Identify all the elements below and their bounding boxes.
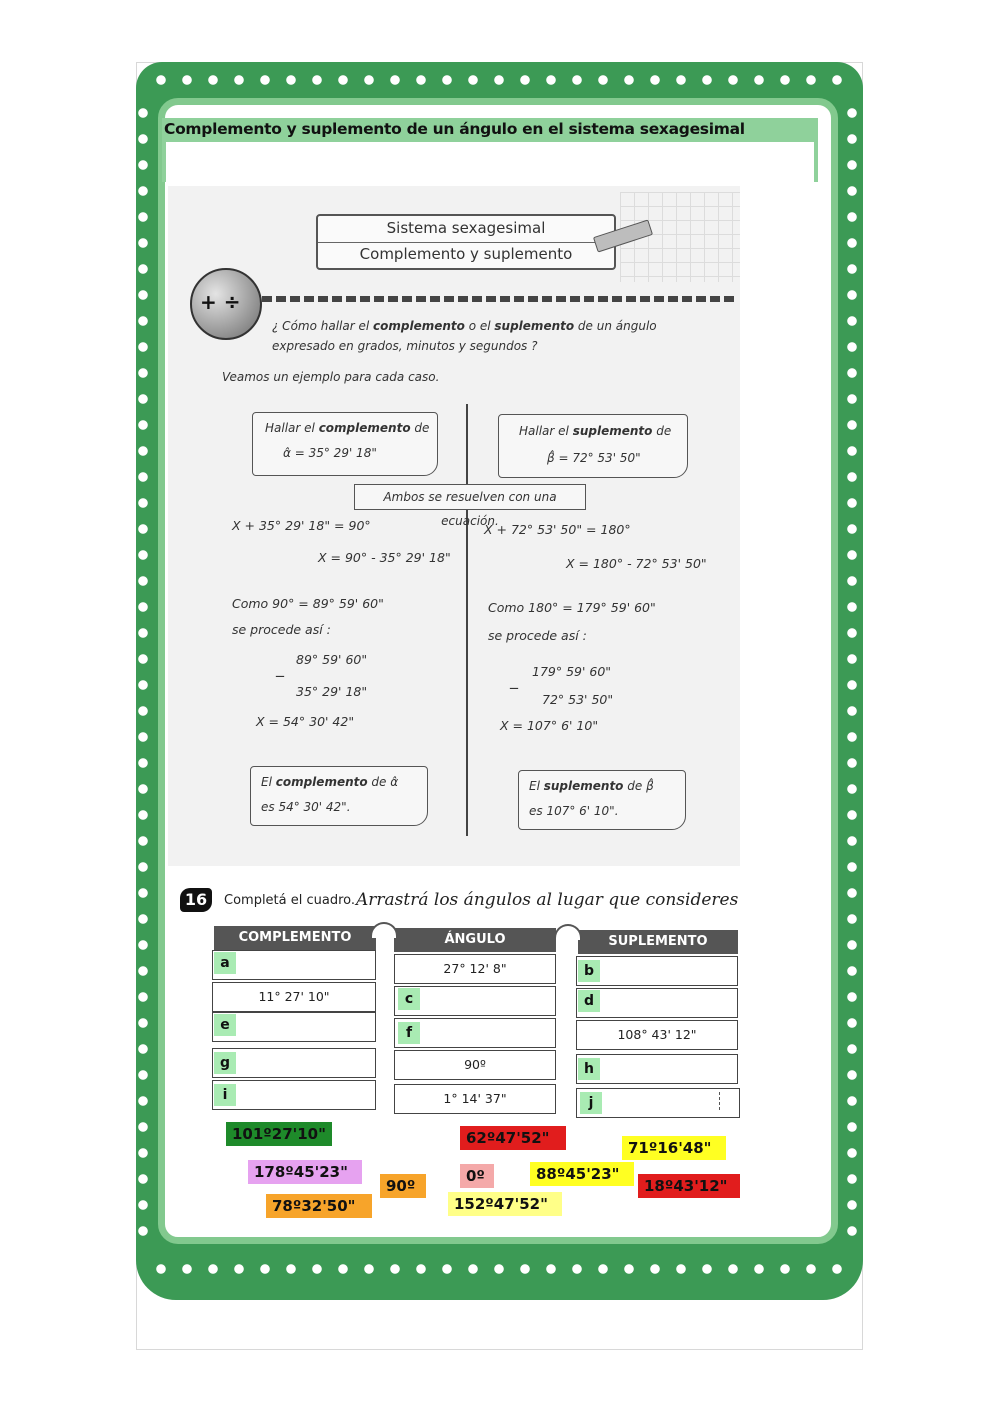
angulo-cell-1: 27° 12' 8" [394,954,556,984]
right-answer-box [518,770,686,830]
exercise-number-badge: 16 [180,888,212,912]
drag-chip-78-32-50[interactable]: 78º32'50" [266,1194,372,1218]
right-como: Como 180° = 179° 59' 60" [488,600,656,615]
header-suplemento: SUPLEMENTO [578,930,738,954]
drag-chip-152-47-52[interactable]: 152º47'52" [448,1192,562,1216]
question-bold-2: suplemento [494,319,575,333]
left-problem-box [252,412,438,476]
drag-chip-0[interactable]: 0º [460,1164,494,1188]
left-problem-line-1: Hallar el complemento de [265,421,430,435]
suplemento-cell-3: 108° 43' 12" [576,1020,738,1050]
drag-chip-178-45-23[interactable]: 178º45'23" [248,1160,362,1184]
drag-chip-62-47-52[interactable]: 62º47'52" [460,1126,566,1150]
right-problem-line-1: Hallar el suplemento de [519,424,672,438]
left-subtrahend: 35° 29' 18" [296,684,368,699]
left-problem-line-2: α̂ = 35° 29' 18" [283,446,377,460]
question-post: de un ángulo expresado en grados, minutos y segundos ? [272,319,657,353]
right-eq-2: X = 180° - 72° 53' 50" [566,556,707,571]
chain-divider [262,296,738,302]
frame-dots-right [845,100,859,1250]
frame-dots-top [148,73,848,87]
frame-dots-bottom [148,1262,848,1276]
suplemento-cell-b[interactable] [576,956,738,986]
header-complemento: COMPLEMENTO [214,926,376,950]
drop-slot-a[interactable]: a [214,952,236,974]
pointer-mark [719,1092,722,1110]
complemento-cell-i[interactable] [212,1080,376,1110]
right-answer-line-2: es 107° 6' 10". [529,804,619,818]
question-pre: ¿ Cómo hallar el [272,319,374,333]
right-subtrahend: 72° 53' 50" [542,692,614,707]
suplemento-cell-d[interactable] [576,988,738,1018]
banner-line-1: Sistema sexagesimal [386,219,546,237]
angulo-cell-4: 90º [394,1050,556,1080]
right-result-line: X = 107° 6' 10" [500,718,599,733]
lesson-banner [316,214,616,270]
left-minus-sign: _ [276,658,284,677]
left-result-line: X = 54° 30' 42" [256,714,355,729]
title-underlay [166,142,814,182]
left-answer-line-2: es 54° 30' 42". [261,800,351,814]
drag-chip-90[interactable]: 90º [380,1174,426,1198]
question-text [272,316,722,356]
left-eq-1: X + 35° 29' 18" = 90° [232,518,371,533]
angulo-cell-5: 1° 14' 37" [394,1084,556,1114]
drag-chip-18-43-12[interactable]: 18º43'12" [638,1174,740,1198]
suplemento-cell-h[interactable] [576,1054,738,1084]
right-minus-sign: _ [510,670,518,689]
method-note: Ambos se resuelven con una ecuación. [354,484,586,510]
drag-chip-71-16-48[interactable]: 71º16'48" [622,1136,726,1160]
drop-slot-j[interactable]: j [580,1092,602,1114]
drop-slot-h[interactable]: h [578,1058,600,1080]
page-title: Complemento y suplemento de un ángulo en el sistema sexagesimal [164,120,745,138]
drop-slot-b[interactable]: b [578,960,600,982]
left-answer-line-1: El complemento de α̂ [261,775,399,789]
exercise-text: Completá el cuadro. [224,893,356,908]
left-minuend: 89° 59' 60" [296,652,368,667]
example-intro: Veamos un ejemplo para cada caso. [222,370,440,384]
header-angulo: ÁNGULO [394,928,556,952]
drop-slot-f[interactable]: f [398,1022,420,1044]
question-bold-1: complemento [373,319,465,333]
complemento-cell-a[interactable] [212,950,376,980]
drop-slot-g[interactable]: g [214,1052,236,1074]
drop-slot-d[interactable]: d [578,990,600,1012]
complemento-cell-g[interactable] [212,1048,376,1078]
right-minuend: 179° 59' 60" [532,664,612,679]
frame-dots-left [136,100,150,1250]
banner-line-2: Complemento y suplemento [318,242,614,263]
drag-chip-101-27-10[interactable]: 101º27'10" [226,1122,332,1146]
left-procede: se procede así : [232,622,331,637]
drop-slot-e[interactable]: e [214,1014,236,1036]
left-answer-box [250,766,428,826]
left-como: Como 90° = 89° 59' 60" [232,596,384,611]
right-problem-line-2: β̂ = 72° 53' 50" [547,451,641,465]
complemento-cell-2: 11° 27' 10" [212,982,376,1012]
right-procede: se procede así : [488,628,587,643]
exercise-instruction: Arrastrá los ángulos al lugar que consideres [356,890,739,910]
right-eq-1: X + 72° 53' 50" = 180° [484,522,631,537]
globe-symbols: + ÷ [200,290,241,314]
drop-slot-i[interactable]: i [214,1084,236,1106]
question-mid: o el [464,319,495,333]
left-eq-2: X = 90° - 35° 29' 18" [318,550,451,565]
column-divider [466,404,468,836]
drop-slot-c[interactable]: c [398,988,420,1010]
complemento-cell-e[interactable] [212,1012,376,1042]
right-answer-line-1: El suplemento de β̂ [529,779,654,793]
drag-chip-88-45-23[interactable]: 88º45'23" [530,1162,634,1186]
right-problem-box [498,414,688,478]
